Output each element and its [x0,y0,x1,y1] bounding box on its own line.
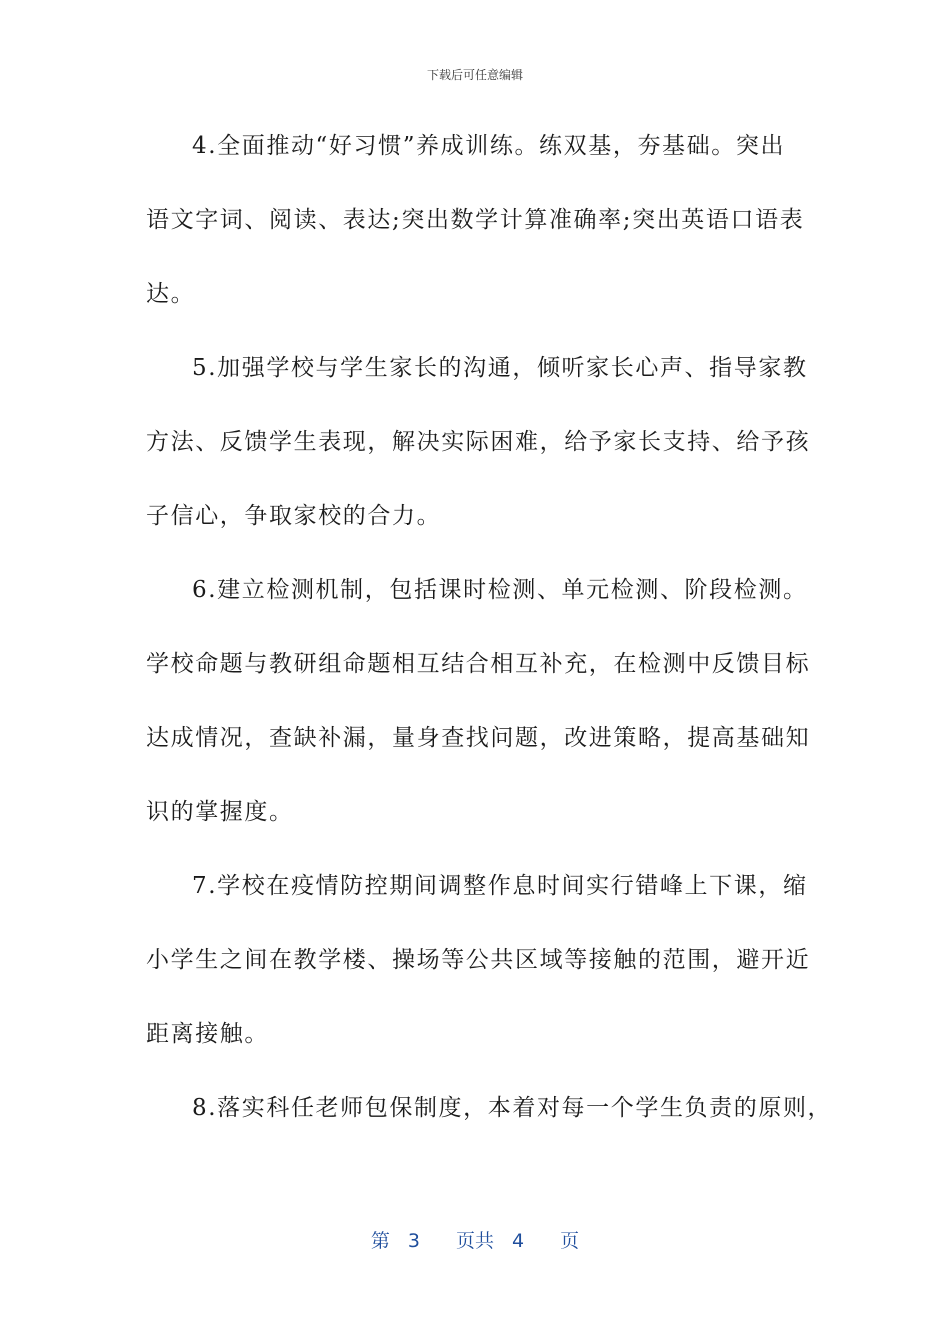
text-line: 距离接触。 [146,1021,269,1047]
text-line: 方法、反馈学生表现，解决实际困难，给予家长支持、给予孩 [146,429,811,455]
page-footer [0,1226,950,1253]
text-line: 达。 [146,281,196,307]
text-line: 4.全面推动“好习惯”养成训练。练双基，夯基础。突出 [192,133,786,159]
paragraph [146,346,811,568]
paragraph [146,864,811,1086]
text-line: 6.建立检测机制，包括课时检测、单元检测、阶段检测。 [192,577,808,603]
text-line: 7.学校在疫情防控期间调整作息时间实行错峰上下课，缩 [192,873,808,899]
text-line: 8.落实科任老师包保制度，本着对每一个学生负责的原则， [192,1095,833,1121]
total-pages-number: 4 [512,1230,525,1252]
text-line: 小学生之间在教学楼、操场等公共区域等接触的范围，避开近 [146,947,811,973]
text-line: 达成情况，查缺补漏，量身查找问题，改进策略，提高基础知 [146,725,811,751]
paragraph [146,124,806,346]
footer-suffix: 页 [560,1230,580,1252]
text-line: 5.加强学校与学生家长的沟通，倾听家长心声、指导家教 [192,355,808,381]
text-line: 语文字词、阅读、表达;突出数学计算准确率;突出英语口语表 [146,207,805,233]
current-page-number: 3 [407,1230,420,1252]
text-line: 学校命题与教研组命题相互结合相互补充，在检测中反馈目标 [146,651,811,677]
text-line: 识的掌握度。 [146,799,294,825]
footer-middle: 页共 [455,1230,494,1252]
paragraph [146,1086,833,1160]
page-header: 下载后可任意编辑 [426,68,523,82]
footer-prefix: 第 [370,1230,390,1252]
document-body [146,124,833,1160]
text-line: 子信心，争取家校的合力。 [146,503,442,529]
paragraph [146,568,811,864]
